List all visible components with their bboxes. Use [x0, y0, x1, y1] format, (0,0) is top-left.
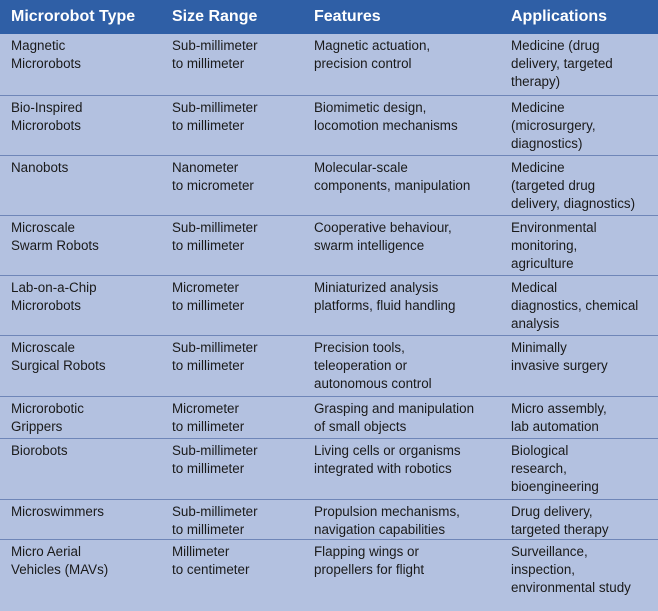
- table-row: [0, 539, 658, 601]
- cell-size: Millimeter to centimeter: [161, 539, 303, 601]
- table-row: [0, 499, 658, 539]
- cell-type: Microscale Surgical Robots: [0, 335, 161, 396]
- table-header: [0, 0, 658, 34]
- cell-features: Living cells or organisms integrated with robotics: [303, 438, 500, 499]
- cell-size: Nanometer to micrometer: [161, 155, 303, 215]
- cell-type: Microrobotic Grippers: [0, 396, 161, 438]
- table-row: [0, 438, 658, 499]
- cell-type: Bio-Inspired Microrobots: [0, 95, 161, 155]
- cell-applications: Environmental monitoring, agriculture: [500, 215, 658, 275]
- table-row: [0, 155, 658, 215]
- cell-features: Propulsion mechanisms, navigation capabilities: [303, 499, 500, 539]
- cell-features: Molecular-scale components, manipulation: [303, 155, 500, 215]
- cell-size: Sub-millimeter to millimeter: [161, 438, 303, 499]
- cell-features: Cooperative behaviour, swarm intelligence: [303, 215, 500, 275]
- cell-size: Sub-millimeter to millimeter: [161, 335, 303, 396]
- cell-applications: Drug delivery, targeted therapy: [500, 499, 658, 539]
- cell-applications: Surveillance, inspection, environmental study: [500, 539, 658, 601]
- cell-features: Flapping wings or propellers for flight: [303, 539, 500, 601]
- cell-size: Sub-millimeter to millimeter: [161, 499, 303, 539]
- cell-features: Magnetic actuation, precision control: [303, 34, 500, 95]
- cell-type: Nanobots: [0, 155, 161, 215]
- table-row: [0, 95, 658, 155]
- cell-applications: Biological research, bioengineering: [500, 438, 658, 499]
- cell-size: Sub-millimeter to millimeter: [161, 34, 303, 95]
- cell-applications: Medicine (targeted drug delivery, diagnostics): [500, 155, 658, 215]
- cell-type: Microscale Swarm Robots: [0, 215, 161, 275]
- header-size: Size Range: [161, 0, 303, 34]
- cell-applications: Medical diagnostics, chemical analysis: [500, 275, 658, 335]
- cell-type: Magnetic Microrobots: [0, 34, 161, 95]
- cell-applications: Minimally invasive surgery: [500, 335, 658, 396]
- header-applications: Applications: [500, 0, 658, 34]
- cell-size: Micrometer to millimeter: [161, 275, 303, 335]
- cell-type: Micro Aerial Vehicles (MAVs): [0, 539, 161, 601]
- cell-features: Miniaturized analysis platforms, fluid handling: [303, 275, 500, 335]
- cell-features: Biomimetic design, locomotion mechanisms: [303, 95, 500, 155]
- header-type: Microrobot Type: [0, 0, 161, 34]
- cell-size: Sub-millimeter to millimeter: [161, 215, 303, 275]
- cell-applications: Medicine (drug delivery, targeted therapy): [500, 34, 658, 95]
- table-row: [0, 34, 658, 95]
- cell-features: Precision tools, teleoperation or autonomous control: [303, 335, 500, 396]
- cell-type: Biorobots: [0, 438, 161, 499]
- table-row: [0, 215, 658, 275]
- header-features: Features: [303, 0, 500, 34]
- header-row: [0, 0, 658, 34]
- cell-features: Grasping and manipulation of small objects: [303, 396, 500, 438]
- cell-size: Sub-millimeter to millimeter: [161, 95, 303, 155]
- cell-applications: Medicine (microsurgery, diagnostics): [500, 95, 658, 155]
- cell-type: Lab-on-a-Chip Microrobots: [0, 275, 161, 335]
- cell-applications: Micro assembly, lab automation: [500, 396, 658, 438]
- table-body: [0, 34, 658, 601]
- cell-type: Microswimmers: [0, 499, 161, 539]
- table-row: [0, 275, 658, 335]
- table-row: [0, 396, 658, 438]
- table-row: [0, 335, 658, 396]
- cell-size: Micrometer to millimeter: [161, 396, 303, 438]
